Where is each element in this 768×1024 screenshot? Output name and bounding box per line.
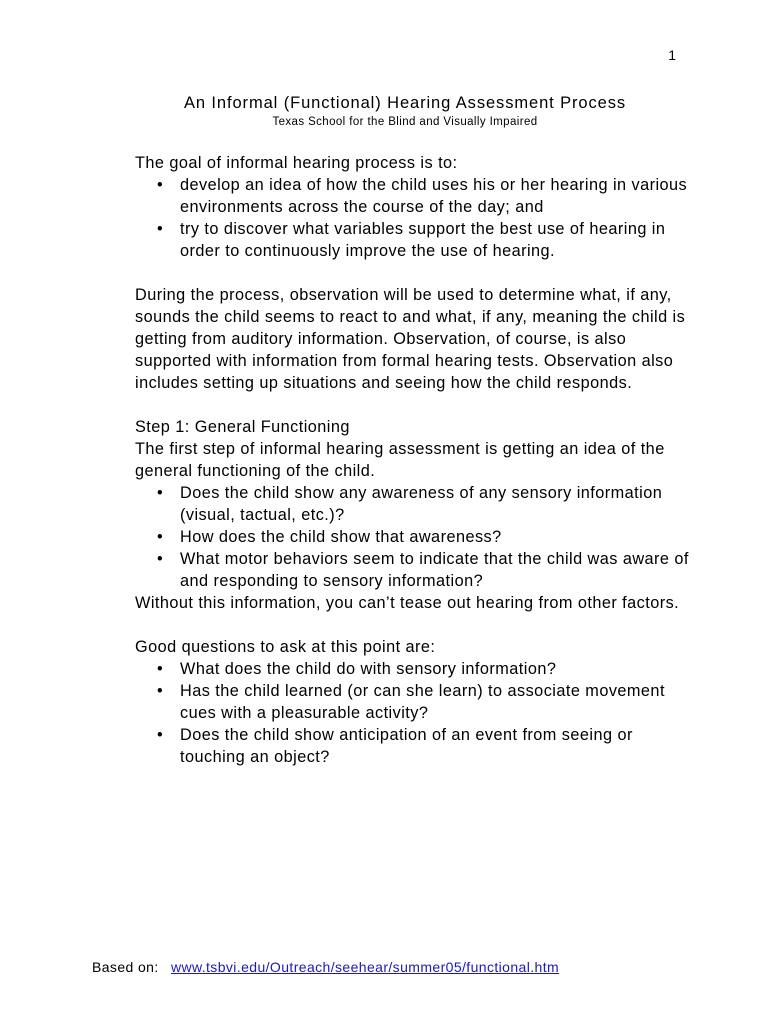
list-item: • What motor behaviors seem to indicate that the child was aware of and responding to sensory information? (157, 550, 689, 590)
footer (92, 959, 559, 975)
goal-list (135, 174, 695, 262)
bullet-icon: • (157, 484, 164, 502)
step1-conclusion: Without this information, you can’t tease out hearing from other factors. (135, 594, 680, 612)
bullet-icon: • (157, 176, 164, 194)
document-title: An Informal (Functional) Hearing Assessment Process (183, 94, 627, 112)
document-subtitle: Texas School for the Blind and Visually Impaired (272, 116, 538, 128)
list-item: • How does the child show that awareness? (157, 528, 502, 546)
footer-label: Based on: (92, 959, 159, 975)
bullet-icon: • (157, 726, 164, 744)
list-item: • try to discover what variables support the best use of hearing in order to continuously improve the use of hearing. (157, 220, 666, 260)
page-number: 1 (668, 47, 676, 63)
step1-heading: Step 1: General Functioning (135, 418, 350, 436)
process-paragraph: During the process, observation will be used to determine what, if any, sounds the child seems to react to and what, if any, meaning the child is getting from auditory information. Observation, of course, is also supported with information from formal hearing tests. Observation also includes setting up situations and seeing how the child responds. (135, 286, 686, 392)
step1-intro: The first step of informal hearing assessment is getting an idea of the general functioning of the child. (135, 440, 665, 480)
questions-list (135, 658, 695, 768)
bullet-icon: • (157, 660, 164, 678)
step1-list (135, 482, 695, 592)
goal-intro: The goal of informal hearing process is to: (135, 154, 458, 172)
bullet-icon: • (157, 220, 164, 238)
document-body (135, 152, 695, 768)
list-item: • What does the child do with sensory information? (157, 660, 557, 678)
list-item: • Does the child show anticipation of an event from seeing or touching an object? (157, 726, 633, 766)
source-link[interactable]: www.tsbvi.edu/Outreach/seehear/summer05/functional.htm (170, 959, 560, 975)
list-item: • develop an idea of how the child uses his or her hearing in various environments across the course of the day; and (157, 176, 688, 216)
bullet-icon: • (157, 528, 164, 546)
questions-intro: Good questions to ask at this point are: (135, 638, 436, 656)
bullet-icon: • (157, 550, 164, 568)
list-item: • Has the child learned (or can she learn) to associate movement cues with a pleasurable activity? (157, 682, 665, 722)
bullet-icon: • (157, 682, 164, 700)
list-item: • Does the child show any awareness of any sensory information (visual, tactual, etc.)? (157, 484, 663, 524)
